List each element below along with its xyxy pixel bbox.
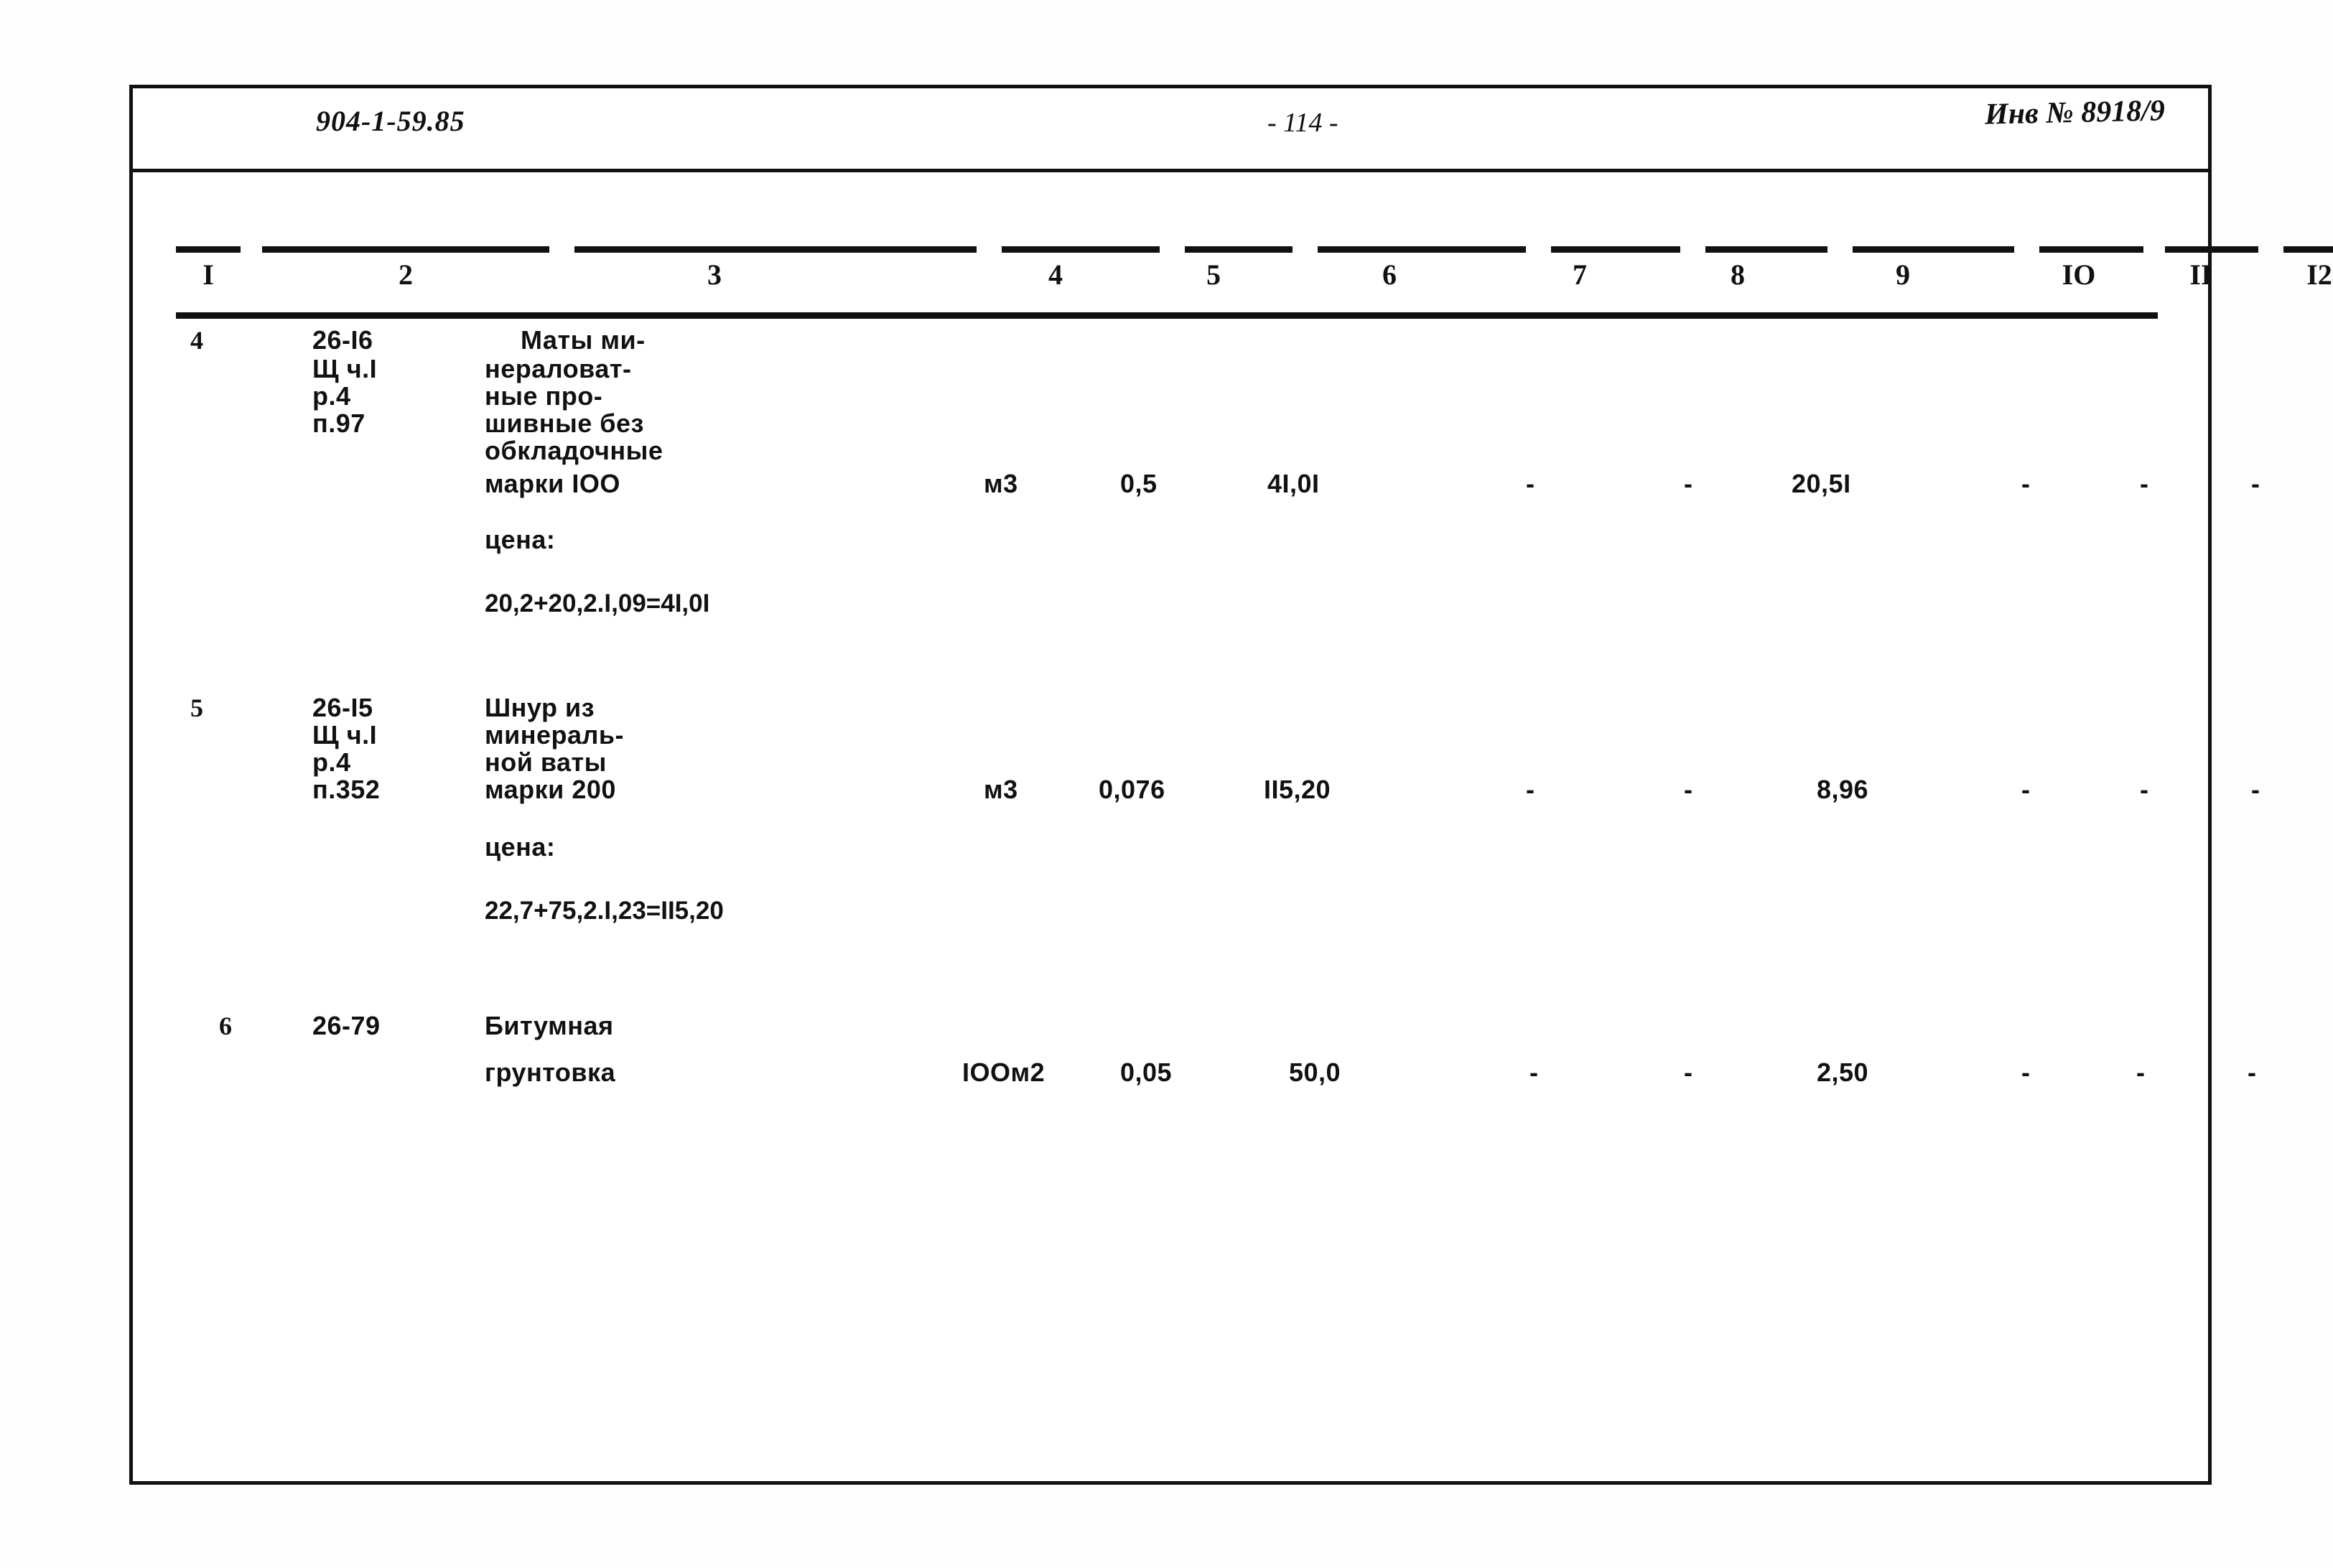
column-number-4: 4	[1048, 258, 1063, 291]
row-desc-line: ной ваты	[485, 747, 607, 777]
column-number-2: 2	[399, 258, 413, 291]
row-code-line: 26-I6	[312, 325, 373, 355]
row-desc-line: ные про-	[485, 381, 603, 411]
row-col10: -	[2021, 1058, 2031, 1087]
row-code-line: р.4	[312, 381, 351, 411]
table-body	[133, 325, 2260, 1474]
document-frame	[129, 85, 2332, 1485]
dash-segment	[2165, 246, 2258, 253]
row-code-line: п.352	[312, 775, 381, 804]
page-header	[133, 88, 2208, 169]
column-number-8: 8	[1731, 258, 1745, 291]
row-col8: -	[1684, 1058, 1693, 1087]
dash-segment	[176, 246, 241, 253]
row-quantity: 0,05	[1120, 1058, 1173, 1087]
row-col11: -	[2140, 775, 2149, 804]
row-unit: IOOм2	[962, 1058, 1046, 1087]
row-col12: -	[2248, 1058, 2257, 1087]
row-quantity: 0,076	[1099, 775, 1165, 804]
document-code: 904-1-59.85	[316, 105, 465, 137]
row-number: 4	[190, 326, 204, 355]
row-desc-line: обкладочные	[485, 436, 663, 465]
row-number: 5	[190, 694, 204, 722]
column-number-12: I2	[2306, 258, 2332, 291]
price-formula: 22,7+75,2.I,23=II5,20	[485, 897, 724, 925]
row-price: 50,0	[1289, 1058, 1341, 1087]
inventory-number: Инв № 8918/9	[1984, 94, 2166, 131]
row-unit: м3	[984, 469, 1018, 498]
dash-segment	[1185, 246, 1293, 253]
column-number-9: 9	[1896, 258, 1910, 291]
dash-segment	[1551, 246, 1680, 253]
price-formula: 20,2+20,2.I,09=4I,0I	[485, 589, 710, 617]
column-number-5: 5	[1206, 258, 1221, 291]
row-col12: -	[2251, 775, 2260, 804]
row-code-line: р.4	[312, 747, 351, 777]
row-code-line: п.97	[312, 409, 365, 438]
column-number-3: 3	[707, 258, 722, 291]
row-col11: -	[2136, 1058, 2146, 1087]
row-code-line: 26-79	[312, 1011, 381, 1040]
row-code-line: 26-I5	[312, 693, 373, 722]
row-desc-line: Маты ми-	[521, 325, 646, 355]
row-unit: м3	[984, 775, 1018, 804]
row-total: 8,96	[1817, 775, 1869, 804]
column-number-11: II	[2189, 258, 2212, 291]
row-desc-line: марки IOO	[485, 469, 620, 498]
row-code-line: Щ ч.I	[312, 720, 378, 750]
row-desc-line: шивные без	[485, 409, 644, 438]
column-number-10: IO	[2062, 258, 2096, 291]
row-desc-line: Шнур из	[485, 693, 595, 722]
row-col10: -	[2021, 775, 2031, 804]
row-number: 6	[219, 1012, 233, 1040]
row-desc-line: нераловат-	[485, 354, 632, 383]
price-label: цена:	[485, 832, 556, 862]
row-desc-line: минераль-	[485, 720, 625, 750]
dash-segment	[1318, 246, 1526, 253]
row-total: 2,50	[1817, 1058, 1869, 1087]
header-divider	[133, 169, 2208, 172]
row-col12: -	[2251, 469, 2260, 498]
price-label: цена:	[485, 525, 556, 554]
row-col11: -	[2140, 469, 2149, 498]
dash-segment	[1705, 246, 1827, 253]
row-col8: -	[1684, 469, 1693, 498]
column-number-7: 7	[1573, 258, 1587, 291]
row-col7: -	[1526, 775, 1535, 804]
dash-segment	[2039, 246, 2143, 253]
column-number-row	[176, 258, 2332, 302]
page-number: - 114 -	[1267, 108, 1338, 138]
column-number-1: I	[202, 258, 214, 291]
dashed-separator	[176, 239, 2158, 258]
dash-segment	[574, 246, 977, 253]
row-quantity: 0,5	[1120, 469, 1158, 498]
table-header-rule	[176, 312, 2158, 319]
row-total: 20,5I	[1792, 469, 1851, 498]
dash-segment	[1002, 246, 1160, 253]
row-col8: -	[1684, 775, 1693, 804]
dash-segment	[1853, 246, 2014, 253]
dash-segment	[2283, 246, 2333, 253]
row-col7: -	[1526, 469, 1535, 498]
row-price: 4I,0I	[1267, 469, 1320, 498]
column-number-6: 6	[1382, 258, 1397, 291]
row-desc-line: марки 200	[485, 775, 616, 804]
row-price: II5,20	[1264, 775, 1331, 804]
dash-segment	[262, 246, 549, 253]
table-header	[176, 239, 2332, 302]
row-desc-line: Битумная	[485, 1011, 614, 1040]
row-code-line: Щ ч.I	[312, 354, 378, 383]
row-col7: -	[1529, 1058, 1539, 1087]
row-col10: -	[2021, 469, 2031, 498]
row-desc-line: грунтовка	[485, 1058, 616, 1087]
